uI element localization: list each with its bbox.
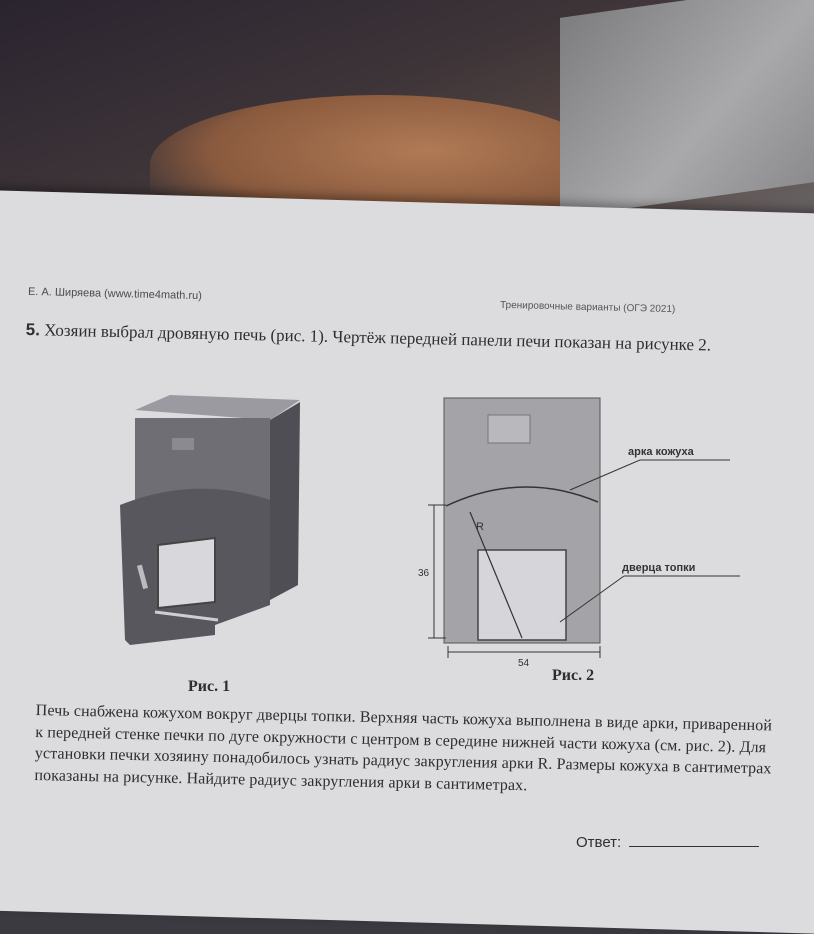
arch-label: арка кожуха bbox=[628, 446, 694, 458]
panel-vent bbox=[488, 415, 530, 443]
answer-blank[interactable] bbox=[629, 846, 759, 847]
door-label: дверца топки bbox=[622, 562, 696, 574]
figure-2-drawing bbox=[410, 390, 760, 670]
answer-field[interactable] bbox=[576, 834, 759, 851]
height-dim-label: 36 bbox=[418, 568, 430, 579]
header-author: Е. А. Ширяева (www.time4math.ru) bbox=[27, 285, 203, 303]
problem-text: Печь снабжена кожухом вокруг дверцы топки. Верхняя часть кожуха выполнена в виде арки, приваренной к передней стенке печки по дуге окружности с центром в середине нижней части кожуха (см. рис. 2). Для установки печки хозяину понадобилось узнать радиус закругления арки R. Размеры кожуха в сантиметрах показаны на рисунке. Найдите радиус закругления арки в сантиметрах. bbox=[34, 701, 773, 795]
stove-top bbox=[135, 395, 300, 420]
answer-label: Ответ: bbox=[576, 834, 622, 851]
stove-door bbox=[158, 538, 215, 608]
stove-side bbox=[270, 402, 300, 600]
radius-label: R bbox=[476, 521, 484, 533]
task-statement bbox=[26, 320, 766, 356]
figure-1-stove bbox=[110, 390, 310, 675]
task-text: Хозяин выбрал дровяную печь (рис. 1). Чертёж передней панели печи показан на рисунке 2. bbox=[44, 320, 712, 355]
task-number: 5. bbox=[25, 320, 41, 340]
figure-1-caption: Рис. 1 bbox=[188, 678, 231, 695]
figure-2-caption: Рис. 2 bbox=[552, 667, 595, 684]
width-dim-label: 54 bbox=[518, 658, 530, 669]
stove-vent bbox=[172, 438, 194, 450]
header-source: Тренировочные варианты (ОГЭ 2021) bbox=[499, 299, 676, 316]
